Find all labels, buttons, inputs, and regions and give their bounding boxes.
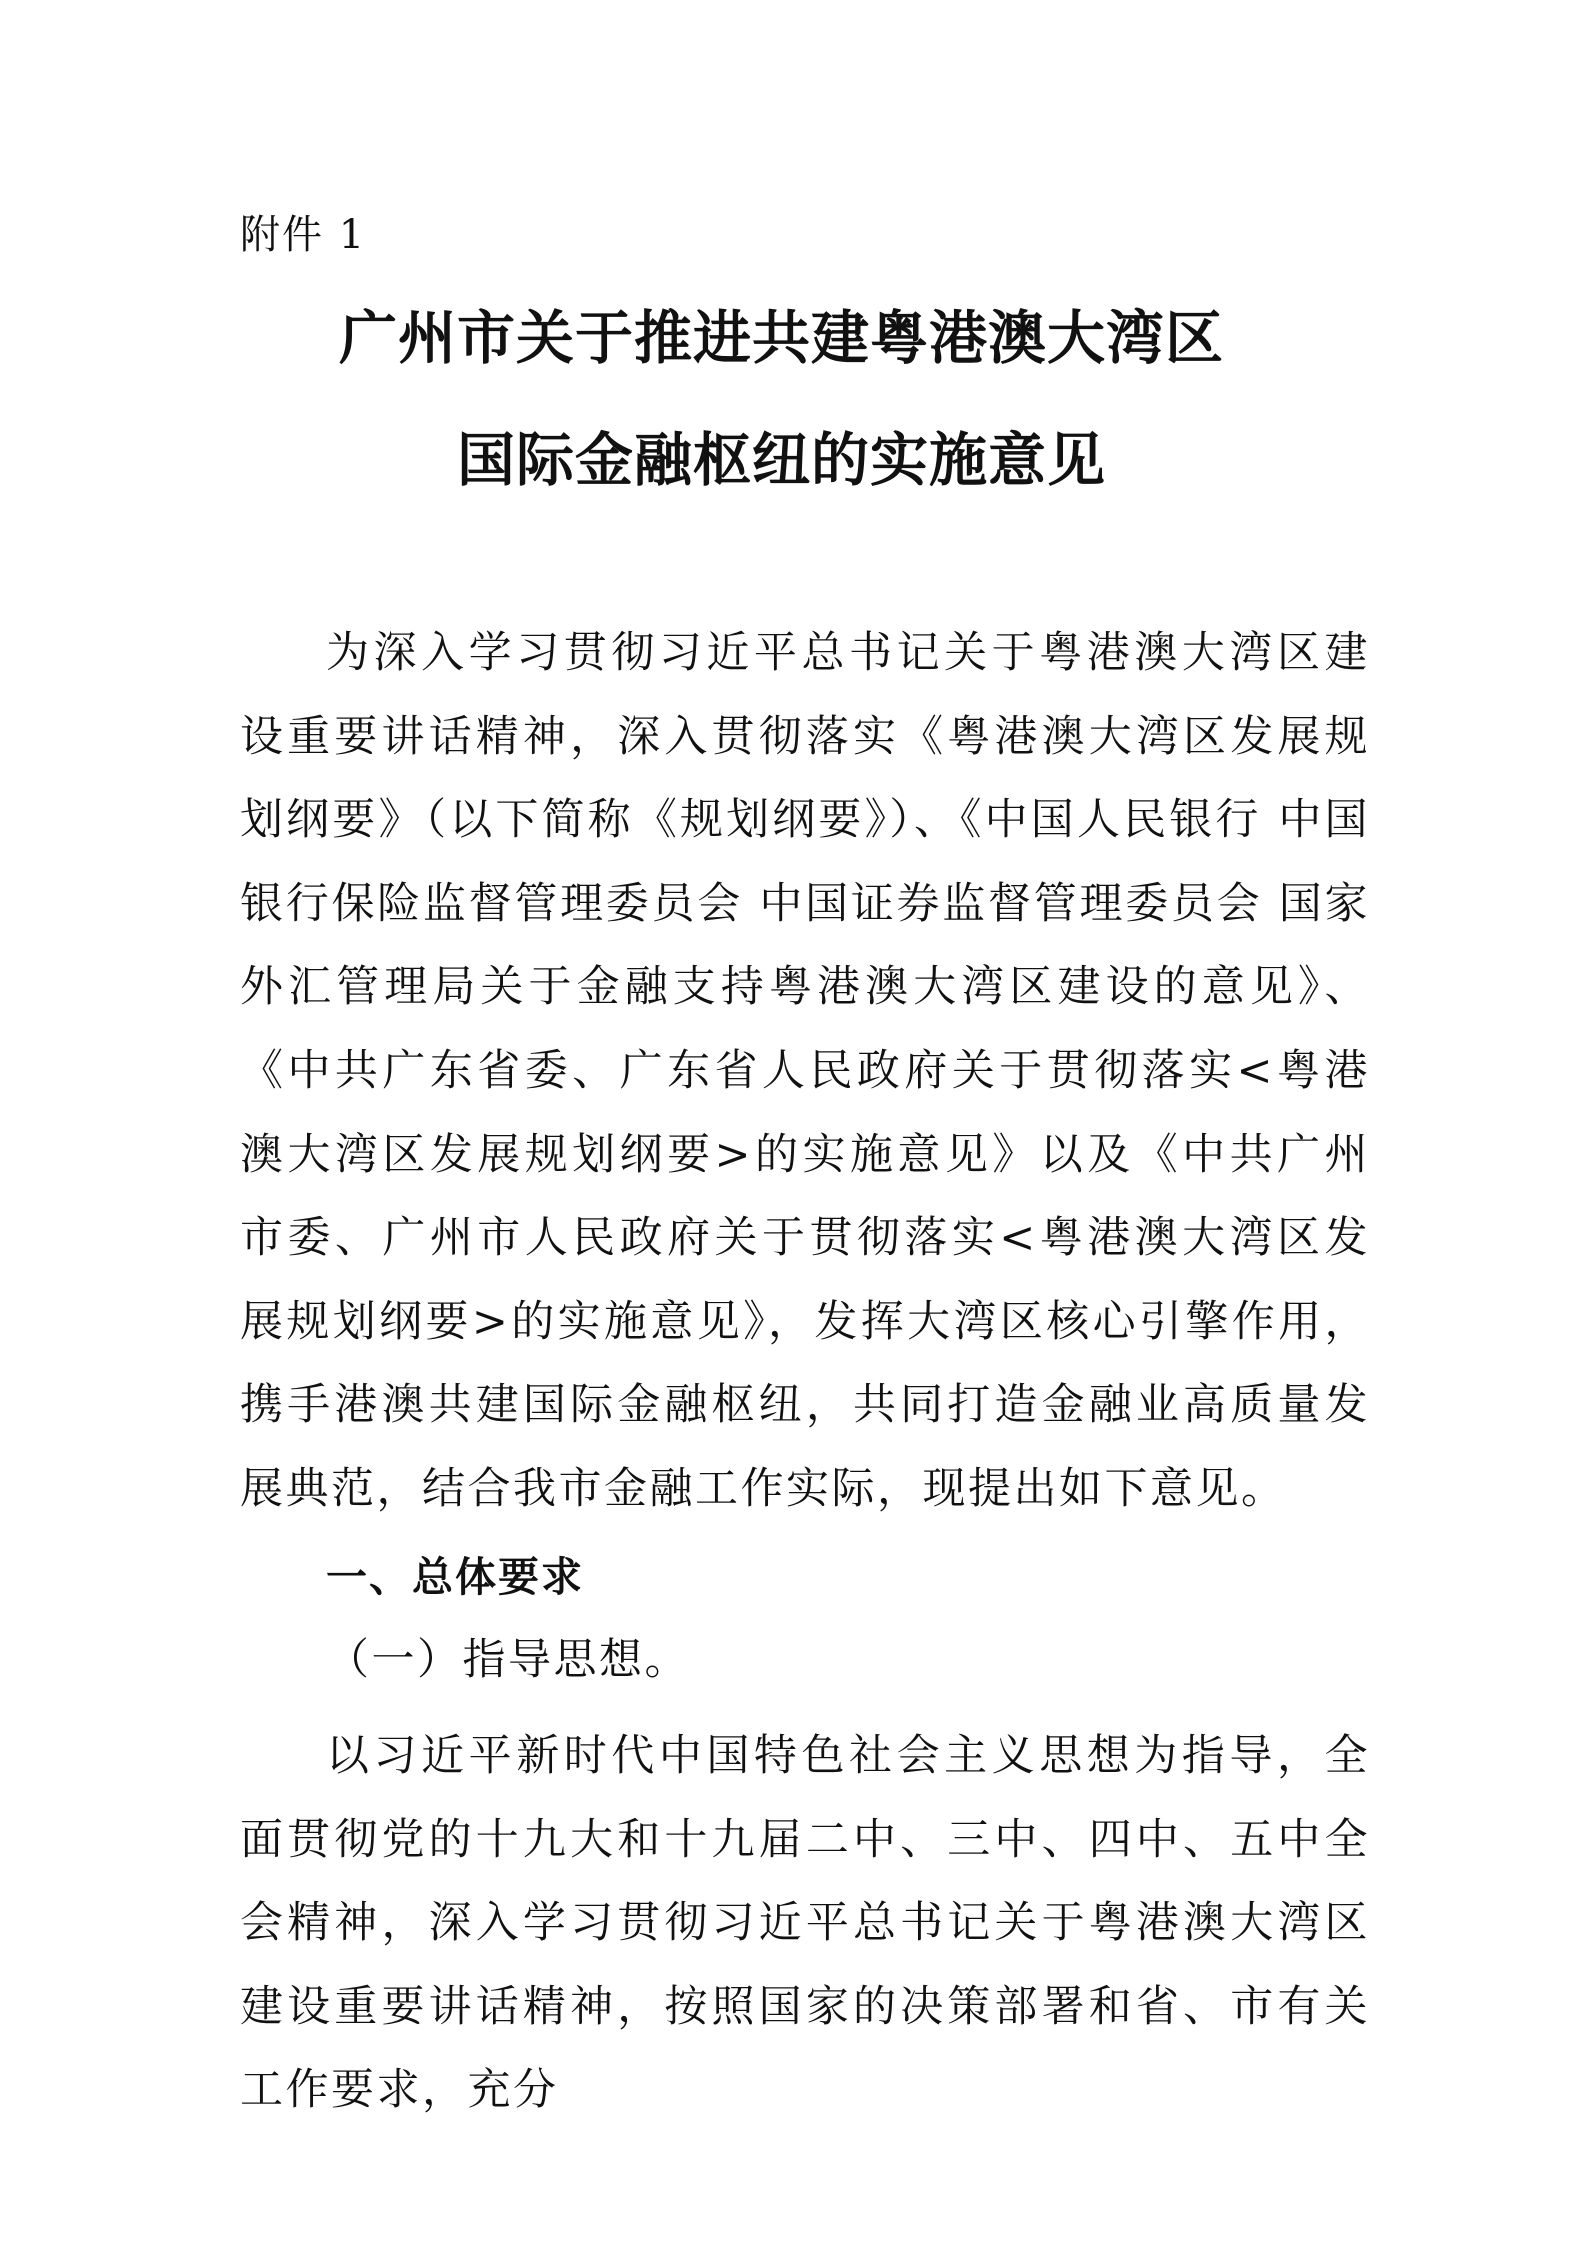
attachment-label: 附件 1	[240, 212, 367, 258]
guiding-ideology-paragraph: 以习近平新时代中国特色社会主义思想为指导，全面贯彻党的十九大和十九届二中、三中、四中、五中全会精神，深入学习贯彻习近平总书记关于粤港澳大湾区建设重要讲话精神，按照国家的决策部署和省、市有关工作要求，充分	[240, 1731, 1370, 2116]
section-heading-overall-requirements: 一、总体要求	[326, 1553, 584, 1601]
document-title-line-2: 国际金融枢纽的实施意见	[456, 426, 1106, 494]
subsection-heading-guiding-ideology: （一）指导思想。	[326, 1635, 690, 1685]
document-title-line-1: 广州市关于推进共建粤港澳大湾区	[338, 304, 1224, 372]
intro-paragraph: 为深入学习贯彻习近平总书记关于粤港澳大湾区建设重要讲话精神，深入贯彻落实《粤港澳大湾区发展规划纲要》（以下简称《规划纲要》）、《中国人民银行 中国银行保险监督管理委员会 中国证券监督管理委员会 国家外汇管理局关于金融支持粤港澳大湾区建设的意见》、《中共广东省委、广东省人民政府关于贯彻落实<粤港澳大湾区发展规划纲要>的实施意见》以及《中共广州市委、广州市人民政府关于贯彻落实<粤港澳大湾区发展规划纲要>的实施意见》，发挥大湾区核心引擎作用，携手港澳共建国际金融枢纽，共同打造金融业高质量发展典范，结合我市金融工作实际，现提出如下意见。	[240, 628, 1370, 1514]
